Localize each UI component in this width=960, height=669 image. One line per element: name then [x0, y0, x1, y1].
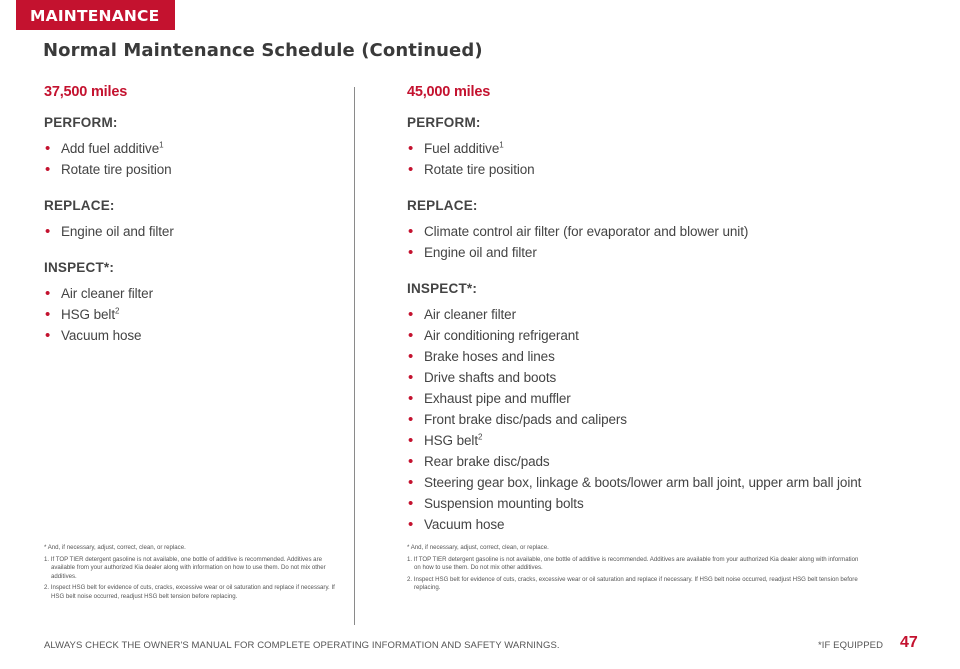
list-item [44, 304, 344, 325]
list-item-text: Add fuel additive [61, 141, 160, 156]
list-item [407, 451, 927, 472]
bullet-icon: • [408, 411, 414, 428]
bullet-icon: • [45, 161, 51, 178]
list-item [44, 283, 344, 304]
footnote-2: 2. Inspect HSG belt for evidence of cuts, cracks, excessive wear or oil saturation and replace if necessary. If HSG belt noise occurred, readjust HSG belt tension before replacing. [44, 584, 335, 600]
footnote-asterisk: * And, if necessary, adjust, correct, clean, or replace. [407, 544, 549, 551]
bullet-icon: • [45, 140, 51, 157]
bullet-icon: • [45, 306, 51, 323]
bullet-icon: • [408, 516, 414, 533]
replace-list [407, 221, 927, 263]
list-item-text: Exhaust pipe and muffler [424, 391, 571, 406]
list-item [407, 430, 927, 451]
list-item-text: Rotate tire position [61, 162, 172, 177]
mileage-heading: 37,500 miles [44, 84, 128, 100]
list-item [407, 367, 927, 388]
inspect-heading: INSPECT*: [407, 281, 478, 296]
list-item [407, 325, 927, 346]
list-item-text: Brake hoses and lines [424, 349, 555, 364]
list-item-text: Front brake disc/pads and calipers [424, 412, 627, 427]
safety-warning: ALWAYS CHECK THE OWNER'S MANUAL FOR COMPLETE OPERATING INFORMATION AND SAFETY WARNINGS. [44, 640, 560, 651]
footnote-ref: 2 [114, 306, 120, 316]
list-item-text: Rear brake disc/pads [424, 454, 550, 469]
bullet-icon: • [45, 285, 51, 302]
footnote-asterisk: * And, if necessary, adjust, correct, clean, or replace. [44, 544, 186, 551]
list-item [407, 138, 927, 159]
footnote-1: 1. If TOP TIER detergent gasoline is not available, one bottle of additive is recommended. Additives are available from your authorized Kia dealer along with information on how to use them. Do not mix other additives. [407, 555, 859, 571]
footnotes-right [407, 544, 859, 596]
footnote-1: 1. If TOP TIER detergent gasoline is not available, one bottle of additive is recommended. Additives are available from your authorized Kia dealer along with information on how to use them. Do not mix other additives. [44, 555, 326, 580]
list-item [407, 409, 927, 430]
list-item [407, 304, 927, 325]
list-item [407, 514, 927, 535]
bullet-icon: • [408, 432, 414, 449]
footnotes-left [44, 544, 336, 604]
footnote-2: 2. Inspect HSG belt for evidence of cuts, cracks, excessive wear or oil saturation and replace if necessary. If HSG belt noise occurred, readjust HSG belt tension before replacing. [407, 575, 858, 591]
list-item [407, 159, 927, 180]
list-item [407, 388, 927, 409]
list-item-text: Rotate tire position [424, 162, 535, 177]
bullet-icon: • [408, 306, 414, 323]
list-item-text: Suspension mounting bolts [424, 496, 584, 511]
list-item-text: Air cleaner filter [424, 307, 516, 322]
replace-heading: REPLACE: [407, 198, 478, 213]
bullet-icon: • [408, 453, 414, 470]
inspect-list [44, 283, 344, 346]
list-item-text: Engine oil and filter [61, 224, 174, 239]
page-number: 47 [900, 634, 918, 651]
list-item [407, 346, 927, 367]
footnote-ref: 1 [499, 140, 504, 150]
bullet-icon: • [408, 369, 414, 386]
schedule-column-45000 [407, 82, 927, 535]
list-item-text: Air cleaner filter [61, 286, 153, 301]
list-item-text: HSG belt [61, 307, 115, 322]
footnote-ref: 2 [477, 432, 483, 442]
bullet-icon: • [408, 474, 414, 491]
mileage-heading: 45,000 miles [407, 84, 491, 100]
list-item-text: Vacuum hose [61, 328, 142, 343]
list-item [44, 159, 344, 180]
list-item [407, 242, 927, 263]
bullet-icon: • [408, 161, 414, 178]
column-divider [354, 87, 355, 625]
perform-list [44, 138, 344, 180]
perform-heading: PERFORM: [44, 115, 118, 130]
list-item-text: Climate control air filter (for evaporator and blower unit) [424, 224, 749, 239]
inspect-heading: INSPECT*: [44, 260, 115, 275]
replace-heading: REPLACE: [44, 198, 115, 213]
bullet-icon: • [45, 223, 51, 240]
list-item [407, 472, 927, 493]
replace-list [44, 221, 344, 242]
bullet-icon: • [408, 140, 414, 157]
list-item [44, 138, 344, 159]
list-item [44, 325, 344, 346]
if-equipped-note: *IF EQUIPPED [818, 640, 884, 651]
list-item-text: Steering gear box, linkage & boots/lower arm ball joint, upper arm ball joint [424, 475, 862, 490]
bullet-icon: • [45, 327, 51, 344]
bullet-icon: • [408, 244, 414, 261]
schedule-column-37500 [44, 82, 344, 346]
list-item-text: Engine oil and filter [424, 245, 537, 260]
page-title: Normal Maintenance Schedule (Continued) [43, 40, 483, 61]
bullet-icon: • [408, 348, 414, 365]
bullet-icon: • [408, 495, 414, 512]
perform-list [407, 138, 927, 180]
list-item-text: Vacuum hose [424, 517, 505, 532]
list-item [407, 493, 927, 514]
section-tab: MAINTENANCE [16, 0, 175, 30]
list-item-text: HSG belt [424, 433, 478, 448]
inspect-list [407, 304, 927, 535]
list-item-text: Drive shafts and boots [424, 370, 557, 385]
bullet-icon: • [408, 390, 414, 407]
list-item-text: Air conditioning refrigerant [424, 328, 579, 343]
footnote-ref: 1 [159, 140, 164, 150]
bullet-icon: • [408, 327, 414, 344]
bullet-icon: • [408, 223, 414, 240]
list-item [44, 221, 344, 242]
list-item-text: Fuel additive [424, 141, 500, 156]
perform-heading: PERFORM: [407, 115, 481, 130]
list-item [407, 221, 927, 242]
